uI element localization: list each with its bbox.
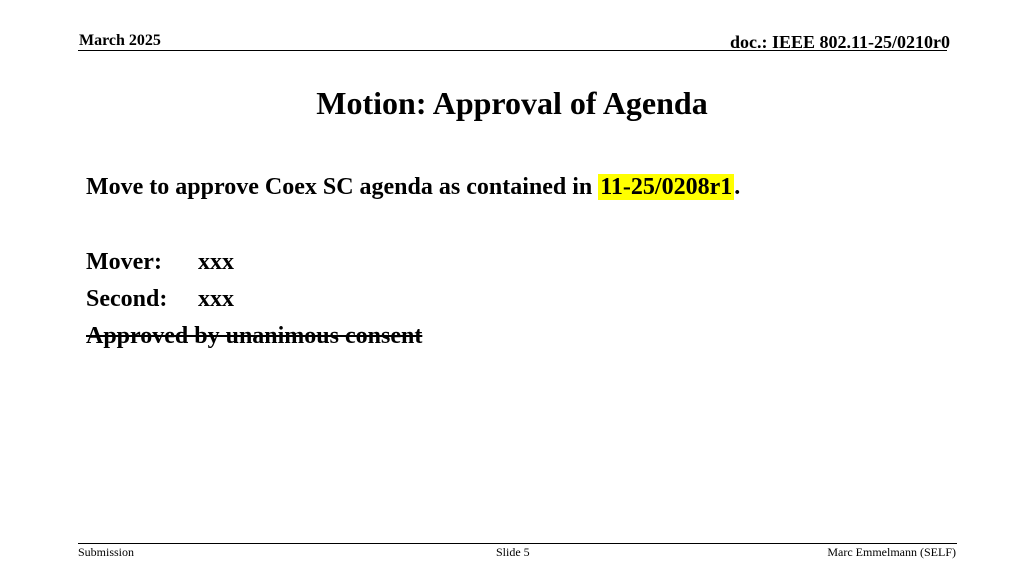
footer-submission: Submission [78,545,135,559]
second-value: xxx [198,286,234,312]
header-date: March 2025 [79,32,161,49]
motion-text [86,172,740,202]
second-line [86,284,234,314]
mover-value: xxx [198,249,234,275]
motion-text-after: . [734,174,741,200]
mover-label: Mover: [86,249,162,275]
mover-line [86,247,234,277]
slide-title: Motion: Approval of Agenda [316,85,708,121]
header-divider [78,50,947,51]
footer-slide-number: Slide 5 [496,545,530,559]
footer-author: Marc Emmelmann (SELF) [827,545,956,559]
approval-result: Approved by unanimous consent [86,323,423,349]
header-doc-id: doc.: IEEE 802.11-25/0210r0 [729,32,950,52]
second-label: Second: [86,286,168,312]
motion-text-before: Move to approve Coex SC agenda as contained in [86,174,599,200]
motion-doc-reference: 11-25/0208r1 [600,174,733,200]
footer-divider [78,543,957,544]
